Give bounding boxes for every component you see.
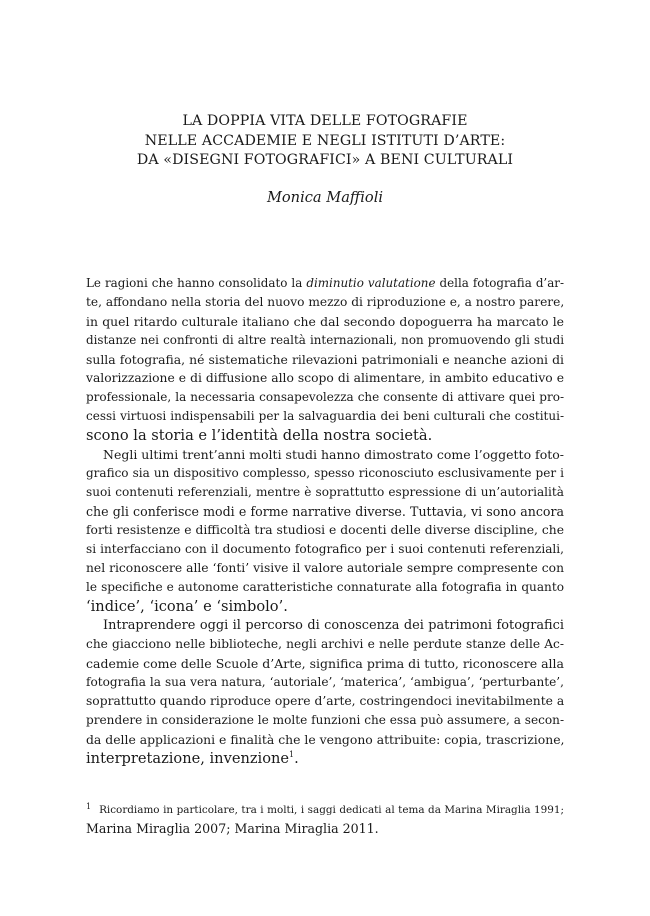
title-line-2: NELLE ACCADEMIE E NEGLI ISTITUTI D’ARTE: — [144, 132, 506, 149]
title-line-1: LA DOPPIA VITA DELLE FOTOGRAFIE — [182, 113, 468, 129]
title-line-3: DA «DISEGNI FOTOGRAFICI» A BENI CULTURALI — [136, 152, 514, 168]
footnote-line: $^1$ Ricordiamo in particolare, tra i molti, i saggi dedicati al tema da Marina Miraglia 1991; — [86, 801, 564, 816]
text-line: nel riconoscere alle ‘fonti’ visive il valore autoriale sempre compresente con — [86, 561, 564, 575]
text-line: suoi contenuti referenziali, mentre è soprattutto espressione di un’autorialità — [86, 485, 564, 499]
text-line: Intraprendere oggi il percorso di conoscenza dei patrimoni fotografici — [103, 618, 564, 633]
text-line: cessi virtuosi indispensabili per la salvaguardia dei beni culturali che costitui- — [86, 409, 564, 423]
text-line: ‘indice’, ‘icona’ e ‘simbolo’. — [86, 598, 288, 615]
article-title — [0, 112, 650, 171]
text-line: interpretazione, invenzione$^1$. — [86, 750, 299, 767]
text-line: fotografia la sua vera natura, ‘autoriale’, ‘materica’, ‘ambigua’, ‘perturbante’, — [86, 675, 564, 689]
text-line: le specifiche e autonome caratteristiche connaturate alla fotografia in quanto — [86, 580, 564, 594]
text-line: si interfacciano con il documento fotografico per i suoi contenuti referenziali, — [86, 542, 564, 556]
text-line: forti resistenze e difficoltà tra studiosi e docenti delle diverse discipline, che — [86, 523, 564, 537]
text-line: che giacciono nelle biblioteche, negli archivi e nelle perdute stanze delle Ac- — [86, 637, 564, 651]
text-line: grafico sia un dispositivo complesso, spesso riconosciuto esclusivamente per i — [86, 466, 564, 480]
footnote — [86, 802, 564, 837]
text-line: professionale, la necessaria consapevolezza che consente di attivare quei pro- — [86, 390, 564, 404]
text-line: soprattutto quando riproduce opere d’arte, costringendoci inevitabilmente a — [86, 694, 565, 708]
article-body — [86, 274, 564, 768]
text-line: cademie come delle Scuole d’Arte, significa prima di tutto, riconoscere alla — [86, 656, 564, 671]
text-line: distanze nei confronti di altre realtà internazionali, non promuovendo gli studi — [86, 333, 564, 347]
text-line: Negli ultimi trent’anni molti studi hanno dimostrato come l’oggetto foto- — [103, 447, 564, 462]
text-line: valorizzazione e di diffusione allo scopo di alimentare, in ambito educativo e — [86, 371, 564, 385]
footnote-marker: 1 — [86, 801, 92, 811]
text-line: Le ragioni che hanno consolidato la diminutio valutatione della fotografia d’ar- — [86, 276, 564, 290]
text-line: che gli conferisce modi e forme narrative diverse. Tuttavia, vi sono ancora — [86, 504, 564, 519]
text-line: scono la storia e l’identità della nostra società. — [86, 427, 433, 444]
italic-phrase: diminutio valutatione — [306, 276, 436, 290]
footnote-reference[interactable]: 1 — [289, 750, 295, 760]
text-line: prendere in considerazione le molte funzioni che essa può assumere, a secon- — [86, 713, 565, 727]
text-line: in quel ritardo culturale italiano che dal secondo dopoguerra ha marcato le — [86, 314, 564, 329]
paragraph-1 — [86, 274, 564, 445]
paragraph-2 — [86, 445, 564, 616]
text-line: da delle applicazioni e finalità che le vengono attribuite: copia, trascrizione, — [86, 732, 565, 747]
footnote-line: Marina Miraglia 2007; Marina Miraglia 2011. — [86, 820, 379, 836]
text-line: sulla fotografia, né sistematiche rilevazioni patrimoniali e neanche azioni di — [86, 352, 564, 367]
author-name: Monica Maffioli — [266, 189, 384, 206]
text-line: te, affondano nella storia del nuovo mezzo di riproduzione e, a nostro parere, — [86, 295, 565, 309]
paragraph-3 — [86, 616, 564, 768]
